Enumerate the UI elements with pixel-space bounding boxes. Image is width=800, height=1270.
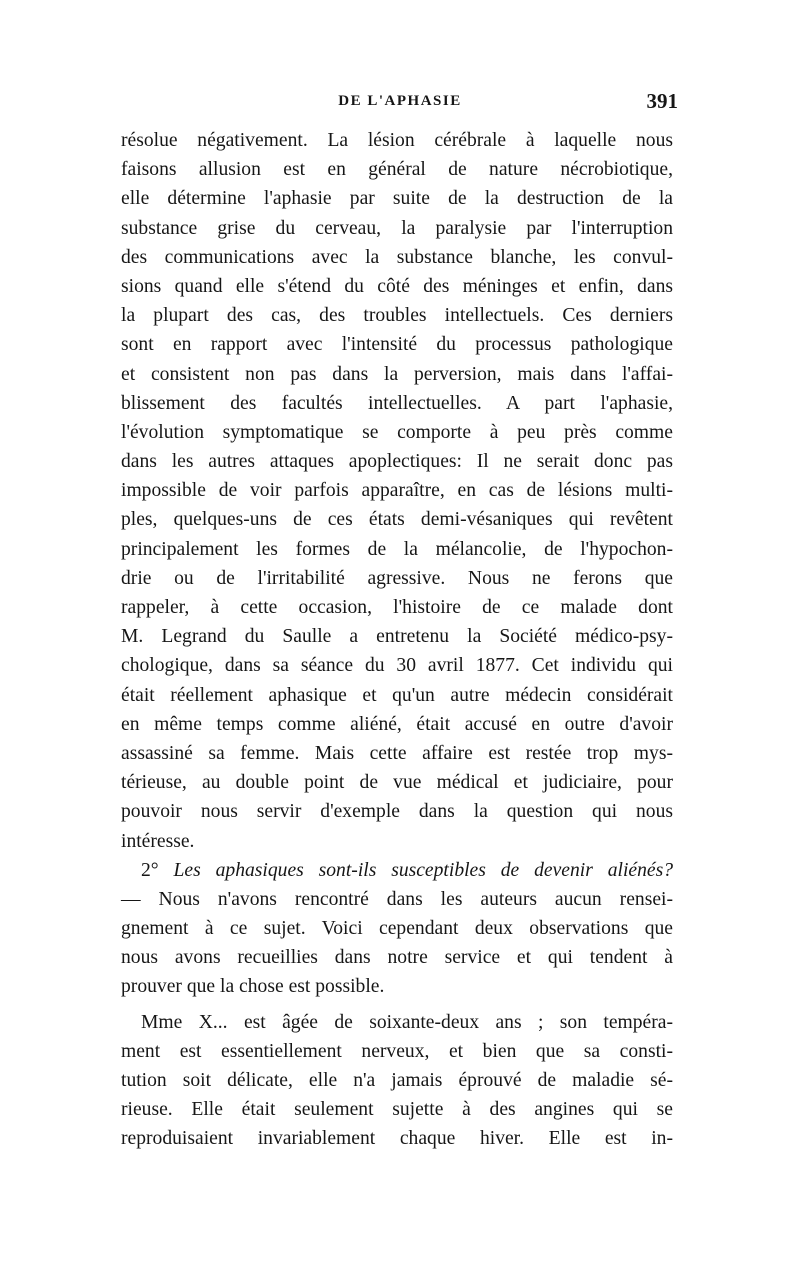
page-number: 391 [646, 89, 678, 113]
text-line: rieuse. Elle était seulement sujette à des angines qui se [121, 1099, 673, 1121]
text-line: nous avons recueillies dans notre service et qui tendent à [121, 947, 673, 969]
text-line: principalement les formes de la mélancolie, de l'hypochon- [121, 538, 673, 560]
text-line: tution soit délicate, elle n'a jamais éprouvé de maladie sé- [121, 1070, 673, 1091]
section-heading-line [121, 856, 673, 885]
text-line: des communications avec la substance blanche, les convul- [121, 246, 673, 268]
running-head-title: DE L'APHASIE [338, 93, 462, 109]
text-line: M. Legrand du Saulle a entretenu la Société médico-psy- [121, 626, 673, 648]
text-line: l'évolution symptomatique se comporte à peu près comme [121, 421, 673, 443]
paragraph-3 [121, 1008, 673, 1154]
text-line: impossible de voir parfois apparaître, en cas de lésions multi- [121, 480, 673, 502]
text-line: térieuse, au double point de vue médical et judiciaire, pour [121, 772, 673, 794]
text-line: la plupart des cas, des troubles intellectuels. Ces derniers [121, 305, 673, 327]
text-line: gnement à ce sujet. Voici cependant deux observations que [121, 918, 673, 940]
section-number: 2° [141, 859, 159, 881]
text-line: blissement des facultés intellectuelles. A part l'aphasie, [121, 392, 673, 414]
text-line: intéresse. [121, 830, 195, 852]
text-line: substance grise du cerveau, la paralysie par l'interruption [121, 217, 673, 239]
section-heading: Les aphasiques sont-ils susceptibles de devenir aliénés? [173, 859, 673, 881]
text-line: assassiné sa femme. Mais cette affaire est restée trop mys- [121, 742, 673, 764]
text-line: ples, quelques-uns de ces états demi-vésaniques qui revêtent [121, 509, 673, 531]
text-line: pouvoir nous servir d'exemple dans la question qui nous [121, 801, 673, 823]
paragraph-2 [121, 856, 673, 1002]
text-line: faisons allusion est en général de nature nécrobiotique, [121, 159, 673, 181]
body-text [121, 126, 673, 1154]
text-line: — Nous n'avons rencontré dans les auteurs aucun rensei- [121, 888, 673, 910]
text-line: dans les autres attaques apoplectiques: Il ne serait donc pas [121, 451, 673, 473]
text-line: était réellement aphasique et qu'un autre médecin considérait [121, 684, 673, 706]
text-line: en même temps comme aliéné, était accusé en outre d'avoir [121, 713, 673, 735]
text-line: ment est essentiellement nerveux, et bien que sa consti- [121, 1040, 673, 1062]
text-line: et consistent non pas dans la perversion, mais dans l'affai- [121, 363, 673, 385]
text-line: sions quand elle s'étend du côté des méninges et enfin, dans [121, 275, 673, 297]
text-line: résolue négativement. La lésion cérébrale à laquelle nous [121, 130, 673, 151]
running-head [120, 89, 680, 117]
text-line: sont en rapport avec l'intensité du processus pathologique [121, 334, 673, 356]
text-line: prouver que la chose est possible. [121, 976, 385, 998]
text-line: chologique, dans sa séance du 30 avril 1877. Cet individu qui [121, 655, 673, 677]
paragraph-1 [121, 126, 673, 856]
text-line: reproduisaient invariablement chaque hiver. Elle est in- [121, 1128, 673, 1150]
text-line: elle détermine l'aphasie par suite de la destruction de la [121, 188, 673, 210]
text-line: rappeler, à cette occasion, l'histoire de ce malade dont [121, 597, 673, 618]
text-line: drie ou de l'irritabilité agressive. Nous ne ferons que [121, 567, 673, 589]
text-line: Mme X... est âgée de soixante-deux ans ; son tempéra- [141, 1011, 673, 1033]
